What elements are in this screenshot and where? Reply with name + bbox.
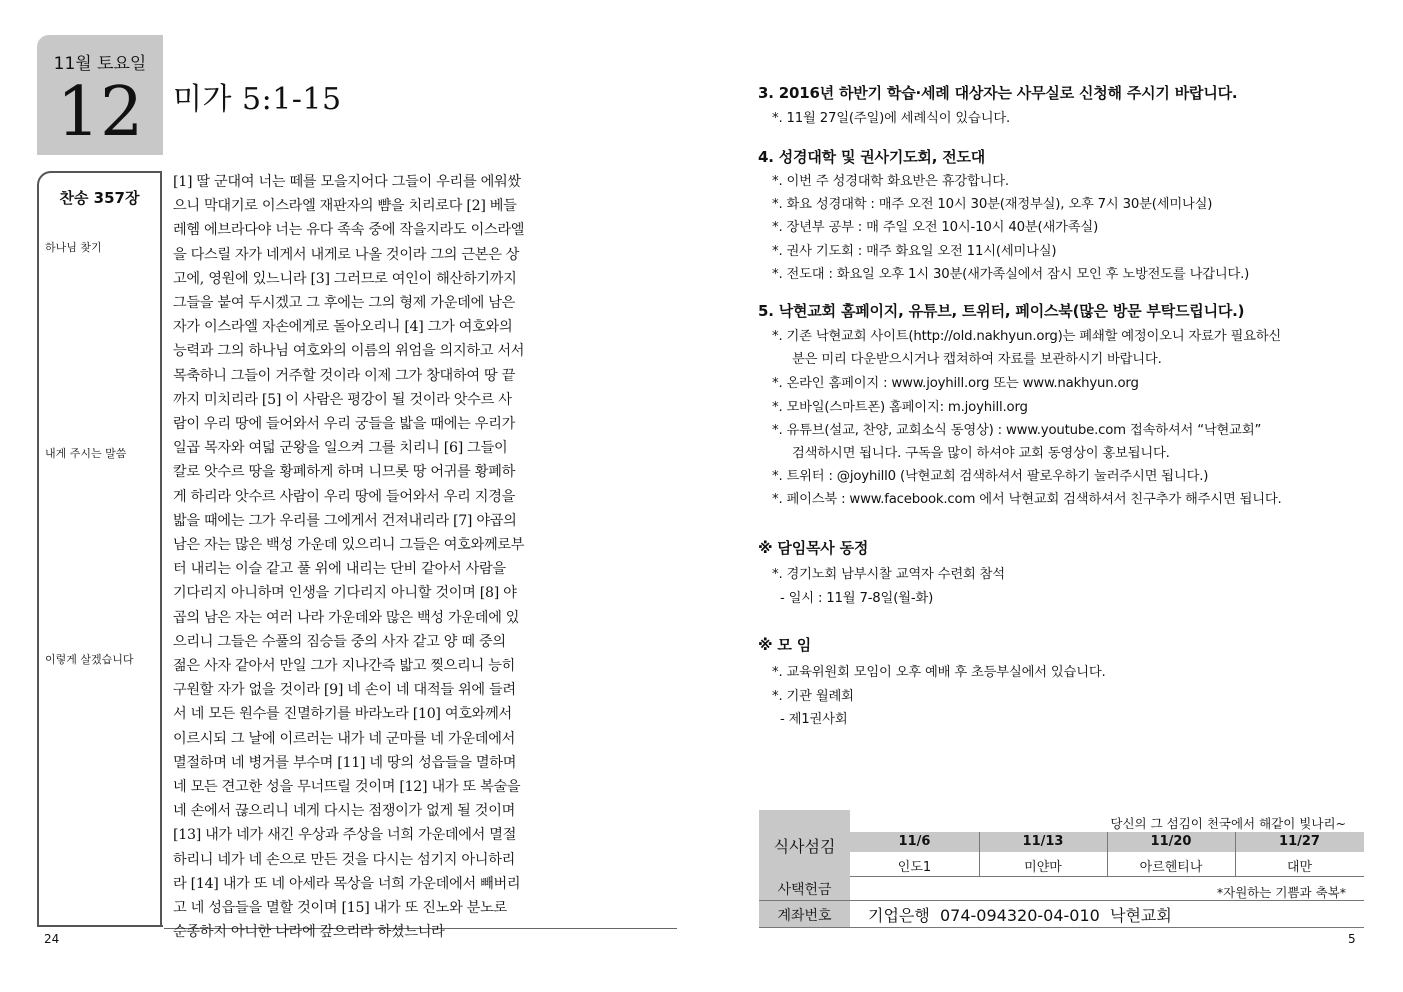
notice-heading: 3. 2016년 하반기 학습·세례 대상자는 사무실로 신청해 주시기 바랍니다.	[758, 84, 1238, 102]
notice-heading: ※ 모 임	[758, 636, 812, 654]
scripture-line: 곱의 남은 자는 여러 나라 가운데와 많은 백성 가운데에 있	[173, 609, 520, 626]
sidebar-label-how-to-live: 이렇게 살겠습니다	[45, 653, 134, 666]
scripture-line: 레헴 에브라다야 너는 유다 족속 중에 작을지라도 이스라엘	[173, 222, 525, 239]
scripture-line: 고에, 영원에 있느니라 [3] 그러므로 여인이 해산하기까지	[173, 270, 517, 287]
notice-item: *. 11월 27일(주일)에 세례식이 있습니다.	[772, 111, 1011, 126]
table-tagline: 당신의 그 섬김이 천국에서 해같이 빛나리~	[1110, 816, 1346, 831]
notice-item: *. 기존 낙현교회 사이트(http://old.nakhyun.org)는 폐쇄할 예정이오니 자료가 필요하신	[772, 329, 1282, 344]
notice-item: 검색하시면 됩니다. 구독을 많이 하셔야 교회 동영상이 홍보됩니다.	[792, 446, 1170, 461]
server-cell: 미얀마	[1024, 860, 1062, 875]
sidebar-bottom-rule	[37, 925, 163, 927]
notice-heading: ※ 담임목사 동정	[758, 539, 869, 557]
scripture-line: 을 다스릴 자가 네게서 내게로 나올 것이라 그의 근본은 상	[173, 246, 520, 263]
notice-item: *. 화요 성경대학 : 매주 오전 10시 30분(재정부실), 오후 7시 30분(세미나실)	[772, 197, 1213, 212]
service-table	[759, 810, 1364, 928]
date-cell: 11/20	[1150, 834, 1192, 849]
notice-item: *. 기관 월례회	[772, 689, 854, 704]
notice-item: *. 전도대 : 화요일 오후 1시 30분(새가족실에서 잠시 모인 후 노방전도를 나갑니다.)	[772, 267, 1250, 282]
scripture-line: 젊은 사자 같아서 만일 그가 지나간즉 밟고 찢으리니 능히	[173, 658, 515, 675]
notice-item: *. 온라인 홈페이지 : www.joyhill.org 또는 www.nakhyun.org	[772, 376, 1139, 391]
notice-heading: 5. 낙현교회 홈페이지, 유튜브, 트위터, 페이스북(많은 방문 부탁드립니다.)	[758, 302, 1245, 320]
notice-item: *. 이번 주 성경대학 화요반은 휴강합니다.	[772, 174, 1009, 189]
scripture-line: 터 내리는 이슬 같고 풀 위에 내리는 단비 같아서 사람을	[173, 561, 506, 578]
notice-item: *. 트위터 : @joyhill0 (낙현교회 검색하셔서 팔로우하기 눌러주시면 됩니다.)	[772, 469, 1209, 484]
notice-item: *. 모바일(스마트폰) 홈페이지: m.joyhill.org	[772, 400, 1028, 415]
notice-item: *. 권사 기도회 : 매주 화요일 오전 11시(세미나실)	[772, 244, 1057, 259]
date-day: 12	[56, 73, 144, 152]
scripture-line: 남은 자는 많은 백성 가운데 있으리니 그들은 여호와께로부	[173, 537, 525, 554]
scripture-line: 구원할 자가 없을 것이라 [9] 네 손이 네 대적들 위에 들려	[173, 682, 516, 699]
date-label: 11월 토요일	[53, 54, 147, 74]
row-divider	[759, 927, 1364, 928]
notice-item: - 일시 : 11월 7-8일(월-화)	[780, 591, 934, 606]
scripture-line: 멸절하며 네 병거를 부수며 [11] 네 땅의 성읍들을 멸하며	[173, 754, 517, 771]
scripture-line: 서 네 모든 원수를 진멸하기를 바라노라 [10] 여호와께서	[173, 706, 512, 723]
scripture-line: [1] 딸 군대여 너는 떼를 모을지어다 그들이 우리를 에워쌌	[173, 174, 521, 190]
scripture-line: 네 모든 견고한 성을 무너뜨릴 것이며 [12] 내가 또 복술을	[173, 779, 521, 796]
scripture-line: 능력과 그의 하나님 여호와의 이름의 위엄을 의지하고 서서	[173, 343, 525, 360]
scripture-line: 람이 우리 땅에 들어와서 우리 궁들을 밟을 때에는 우리가	[173, 416, 515, 433]
scripture-line: 라 [14] 내가 또 네 아세라 목상을 너희 가운데에서 빼버리	[173, 875, 521, 892]
thanks-offering-note: *자원하는 기쁨과 축복*	[1216, 885, 1346, 900]
scripture-line: 네 손에서 끊으리니 네게 다시는 점쟁이가 없게 될 것이며	[173, 803, 515, 820]
scripture-line: 게 하리라 앗수르 사람이 우리 땅에 들어와서 우리 지경을	[173, 488, 515, 505]
scripture-line: 으니 막대기로 이스라엘 재판자의 뺨을 치리로다 [2] 베들	[173, 198, 517, 215]
scripture-line: 하리니 네가 네 손으로 만든 것을 다시는 섬기지 아니하리	[173, 851, 515, 868]
date-cell: 11/6	[898, 834, 931, 849]
date-cell: 11/13	[1022, 834, 1064, 849]
scripture-line: 자가 이스라엘 자손에게로 돌아오리니 [4] 그가 여호와의	[173, 319, 513, 336]
scripture-line: 으리니 그들은 수풀의 짐승들 중의 사자 같고 양 떼 중의	[173, 633, 506, 650]
account-number: 기업은행 074-094320-04-010 낙현교회	[868, 906, 1172, 925]
notice-item: *. 경기노회 남부시찰 교역자 수련회 참석	[772, 567, 1005, 582]
date-box	[37, 35, 163, 155]
server-cell: 아르헨티나	[1139, 860, 1203, 875]
notice-item: - 제1권사회	[780, 712, 848, 727]
sidebar-label-seek-god: 하나님 찾기	[45, 241, 102, 254]
scripture-text	[173, 170, 587, 945]
notice-item: *. 유튜브(설교, 찬양, 교회소식 동영상) : www.youtube.com 접속하셔서 “낙현교회”	[772, 423, 1262, 438]
scripture-line: 까지 미치리라 [5] 이 사람은 평강이 될 것이라 앗수르 사	[173, 391, 512, 408]
notice-item: *. 페이스북 : www.facebook.com 에서 낙현교회 검색하셔서 친구추가 해주시면 됩니다.	[772, 492, 1282, 507]
scripture-line: 칼로 앗수르 땅을 황폐하게 하며 니므롯 땅 어귀를 황폐하	[173, 464, 515, 481]
scripture-line: 이르시되 그 날에 이르러는 내가 네 군마를 네 가운데에서	[173, 730, 515, 747]
date-cell: 11/27	[1279, 834, 1320, 849]
passage-title: 미가 5:1-15	[173, 82, 342, 117]
page-number-left: 24	[44, 932, 60, 946]
notice-item: *. 교육위원회 모임이 오후 예배 후 초등부실에서 있습니다.	[772, 665, 1106, 680]
notice-item: *. 장년부 공부 : 매 주일 오전 10시-10시 40분(새가족실)	[772, 220, 1099, 235]
meditation-sidebar	[37, 171, 162, 927]
sidebar-label-word-for-me: 내게 주시는 말씀	[45, 447, 127, 460]
scripture-line: 기다리지 아니하며 인생을 기다리지 아니할 것이며 [8] 야	[173, 585, 517, 602]
hymn-number: 찬송 357장	[59, 189, 140, 207]
scripture-line: 목축하니 그들이 거주할 것이라 이제 그가 창대하여 땅 끝	[173, 367, 515, 384]
scripture-line: 밟을 때에는 그가 우리를 그에게서 건져내리라 [7] 야곱의	[173, 512, 517, 529]
scripture-line: 고 네 성읍들을 멸할 것이며 [15] 내가 또 진노와 분노로	[173, 900, 507, 917]
meal-service-label: 식사섬김	[773, 837, 836, 856]
account-label: 계좌번호	[777, 908, 832, 924]
scripture-line: 순종하지 아니한 나라에 갚으리라 하셨느니라	[173, 924, 445, 941]
page-number-right: 5	[1348, 932, 1356, 946]
notice-heading: 4. 성경대학 및 권사기도회, 전도대	[758, 148, 986, 166]
scripture-line: 일곱 목자와 여덟 군왕을 일으켜 그를 치리니 [6] 그들이	[173, 440, 508, 457]
thanks-offering-label: 사택헌금	[777, 882, 832, 898]
notice-item: 분은 미리 다운받으시거나 캡쳐하여 자료를 보관하시기 바랍니다.	[792, 352, 1162, 367]
server-cell: 인도1	[897, 860, 932, 875]
server-cell: 대만	[1286, 860, 1313, 875]
row-divider	[850, 876, 1364, 877]
scripture-line: [13] 내가 네가 새긴 우상과 주상을 너희 가운데에서 멸절	[173, 827, 517, 844]
scripture-line: 그들을 붙여 두시겠고 그 후에는 그의 형제 가운데에 남은	[173, 295, 515, 312]
